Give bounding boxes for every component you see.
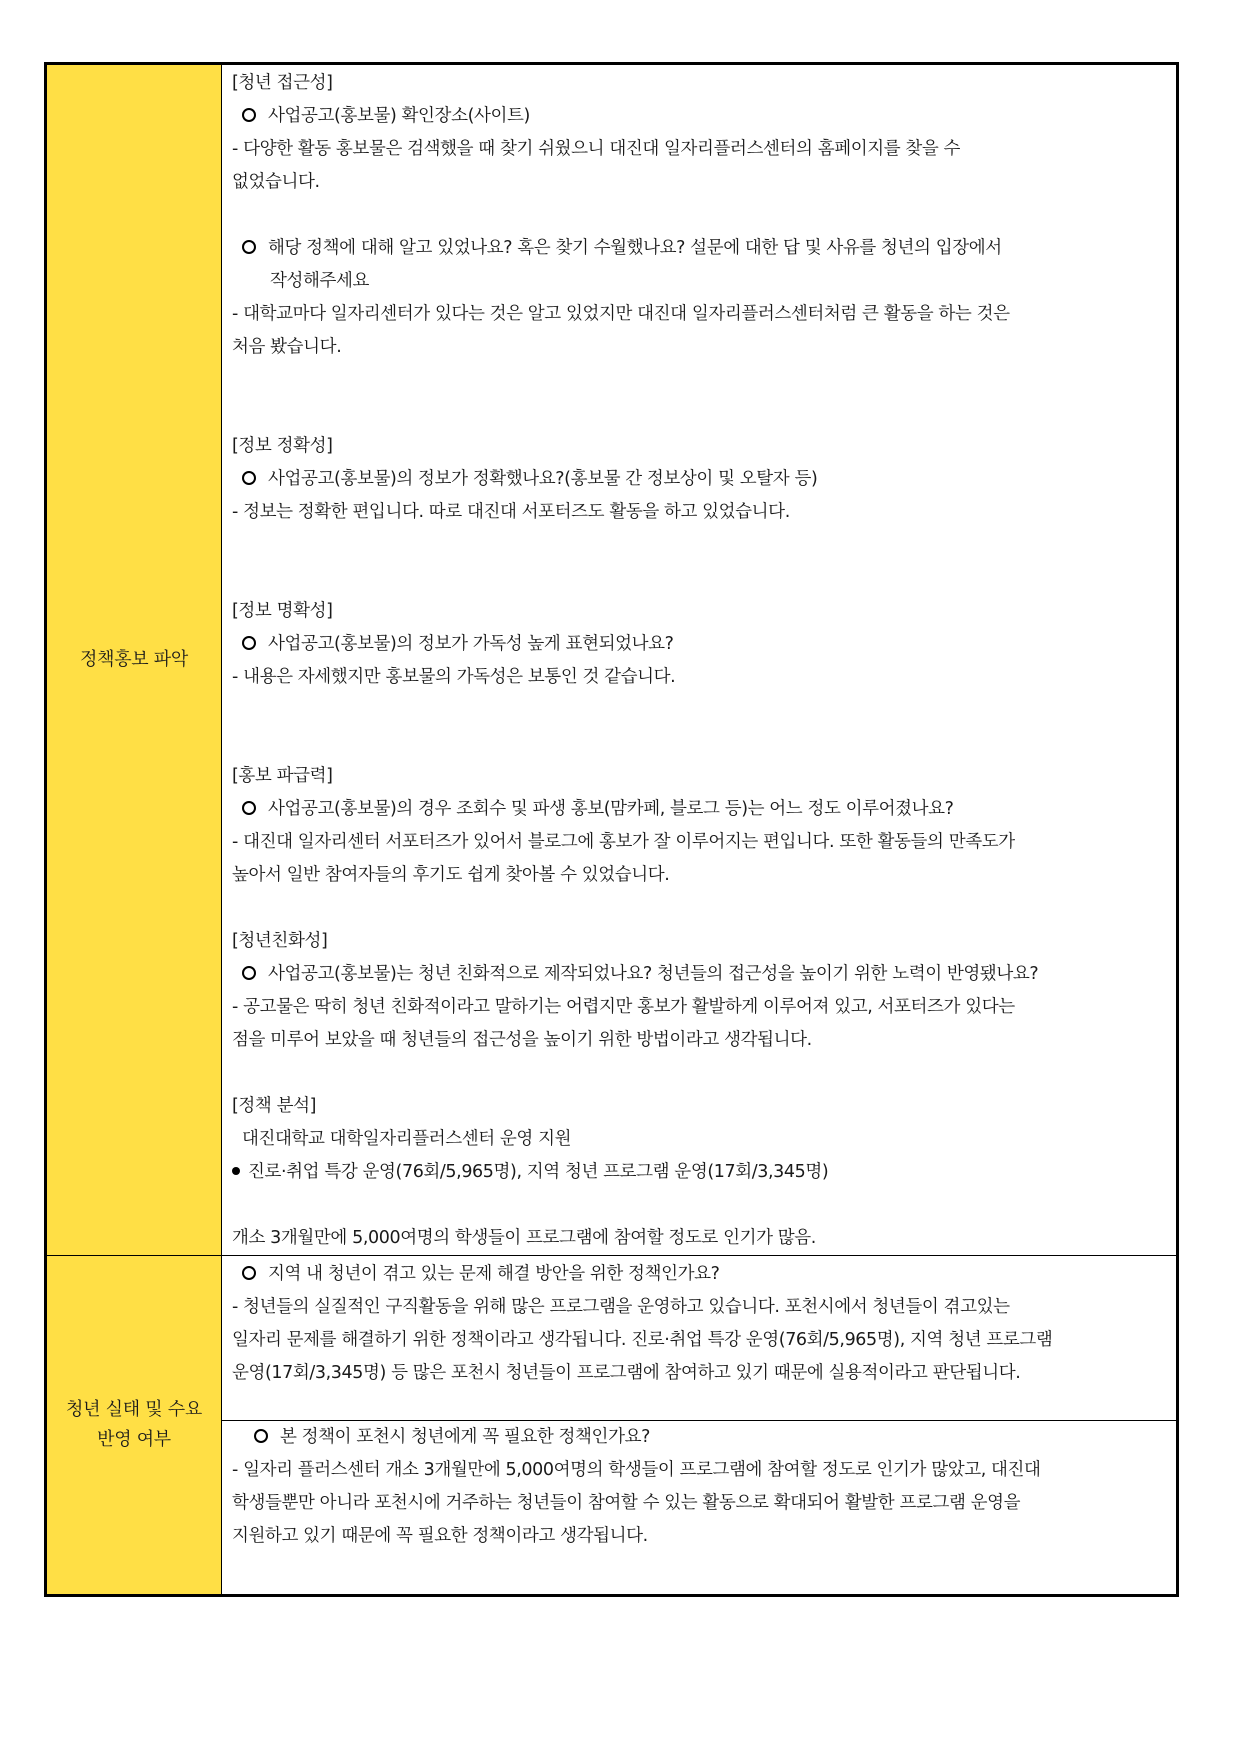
question-line: 사업공고(홍보물)의 정보가 가독성 높게 표현되었나요? — [232, 628, 1166, 661]
section-heading: [정책 분석] — [232, 1096, 317, 1116]
section-youth-friendliness — [232, 925, 1166, 1057]
analysis-summary: 개소 3개월만에 5,000여명의 학생들이 프로그램에 참여할 정도로 인기가 많음. — [232, 1228, 816, 1248]
answer-line: 지원하고 있기 때문에 꼭 필요한 정책이라고 생각됩니다. — [232, 1526, 648, 1546]
row-label-policy-promotion — [46, 64, 222, 1256]
circle-bullet-icon — [242, 1266, 256, 1280]
answer-line: - 대학교마다 일자리센터가 있다는 것은 알고 있었지만 대진대 일자리플러스센터처럼 큰 활동을 하는 것은 — [232, 304, 1010, 324]
answer-line: 없었습니다. — [232, 172, 320, 192]
question-line: 본 정책이 포천시 청년에게 꼭 필요한 정책인가요? — [232, 1421, 1166, 1454]
row-policy-promotion — [46, 64, 1178, 1256]
section-heading: [청년친화성] — [232, 931, 328, 951]
question-line: 사업공고(홍보물)는 청년 친화적으로 제작되었나요? 청년들의 접근성을 높이기 위한 노력이 반영됐나요? — [232, 958, 1166, 991]
circle-bullet-icon — [242, 636, 256, 650]
circle-bullet-icon — [242, 966, 256, 980]
answer-line: - 대진대 일자리센터 서포터즈가 있어서 블로그에 홍보가 잘 이루어지는 편입니다. 또한 활동들의 만족도가 — [232, 832, 1015, 852]
answer-line: - 다양한 활동 홍보물은 검색했을 때 찾기 쉬웠으니 대진대 일자리플러스센터의 홈페이지를 찾을 수 — [232, 139, 961, 159]
answer-line: 학생들뿐만 아니라 포천시에 거주하는 청년들이 참여할 수 있는 활동으로 확대되어 활발한 프로그램 운영을 — [232, 1493, 1021, 1513]
section-promotion-reach — [232, 760, 1166, 892]
question-block-1 — [232, 1258, 1166, 1390]
question-line: 지역 내 청년이 겪고 있는 문제 해결 방안을 위한 정책인가요? — [232, 1258, 1166, 1291]
answer-line: 점을 미루어 보았을 때 청년들의 접근성을 높이기 위한 방법이라고 생각됩니다. — [232, 1030, 812, 1050]
question-line-continued: 작성해주세요 — [270, 271, 370, 291]
analysis-line: 대진대학교 대학일자리플러스센터 운영 지원 — [242, 1129, 572, 1149]
question-line: 해당 정책에 대해 알고 있었나요? 혹은 찾기 수월했나요? 설문에 대한 답 및 사유를 청년의 입장에서 — [232, 232, 1166, 265]
circle-bullet-icon — [242, 240, 256, 254]
row-label-text: 반영 여부 — [97, 1429, 171, 1450]
answer-line: - 청년들의 실질적인 구직활동을 위해 많은 프로그램을 운영하고 있습니다. 포천시에서 청년들이 겪고있는 — [232, 1297, 1010, 1317]
section-heading: [홍보 파급력] — [232, 766, 333, 786]
section-youth-access — [232, 67, 1166, 364]
row-content-policy-promotion — [222, 64, 1178, 1256]
question-line: 사업공고(홍보물) 확인장소(사이트) — [232, 100, 1166, 133]
circle-bullet-icon — [254, 1429, 268, 1443]
row-label-youth-demand — [46, 1256, 222, 1596]
row-label-text: 청년 실태 및 수요 — [66, 1399, 202, 1420]
answer-line: - 정보는 정확한 편입니다. 따로 대진대 서포터즈도 활동을 하고 있었습니다. — [232, 502, 790, 522]
section-heading: [청년 접근성] — [232, 73, 333, 93]
answer-line: 처음 봤습니다. — [232, 337, 342, 357]
answer-line: 일자리 문제를 해결하기 위한 정책이라고 생각됩니다. 진로·취업 특강 운영(76회/5,965명), 지역 청년 프로그램 — [232, 1330, 1053, 1350]
analysis-bullet: 진로·취업 특강 운영(76회/5,965명), 지역 청년 프로그램 운영(17회/3,345명) — [232, 1156, 1166, 1189]
answer-line: - 공고물은 딱히 청년 친화적이라고 말하기는 어렵지만 홍보가 활발하게 이루어져 있고, 서포터즈가 있다는 — [232, 997, 1015, 1017]
question-line: 사업공고(홍보물)의 정보가 정확했나요?(홍보물 간 정보상이 및 오탈자 등) — [232, 463, 1166, 496]
circle-bullet-icon — [242, 801, 256, 815]
answer-line: 높아서 일반 참여자들의 후기도 쉽게 찾아볼 수 있었습니다. — [232, 865, 670, 885]
answer-line: - 일자리 플러스센터 개소 3개월만에 5,000여명의 학생들이 프로그램에 참여할 정도로 인기가 많았고, 대진대 — [232, 1460, 1041, 1480]
answer-line: - 내용은 자세했지만 홍보물의 가독성은 보통인 것 같습니다. — [232, 667, 676, 687]
row-content-youth-demand — [222, 1256, 1178, 1596]
row-youth-demand — [46, 1256, 1178, 1596]
bullet-dot-icon — [232, 1167, 240, 1175]
section-policy-analysis — [232, 1090, 1166, 1255]
question-line: 사업공고(홍보물)의 경우 조회수 및 파생 홍보(맘카페, 블로그 등)는 어느 정도 이루어졌나요? — [232, 793, 1166, 826]
circle-bullet-icon — [242, 108, 256, 122]
section-heading: [정보 명확성] — [232, 601, 333, 621]
circle-bullet-icon — [242, 471, 256, 485]
section-info-clarity — [232, 595, 1166, 694]
question-block-2 — [232, 1421, 1166, 1553]
answer-line: 운영(17회/3,345명) 등 많은 포천시 청년들이 프로그램에 참여하고 있기 때문에 실용적이라고 판단됩니다. — [232, 1363, 1021, 1383]
section-heading: [정보 정확성] — [232, 436, 333, 456]
section-info-accuracy — [232, 430, 1166, 529]
evaluation-table — [44, 62, 1179, 1597]
row-label-text: 정책홍보 파악 — [80, 649, 188, 670]
